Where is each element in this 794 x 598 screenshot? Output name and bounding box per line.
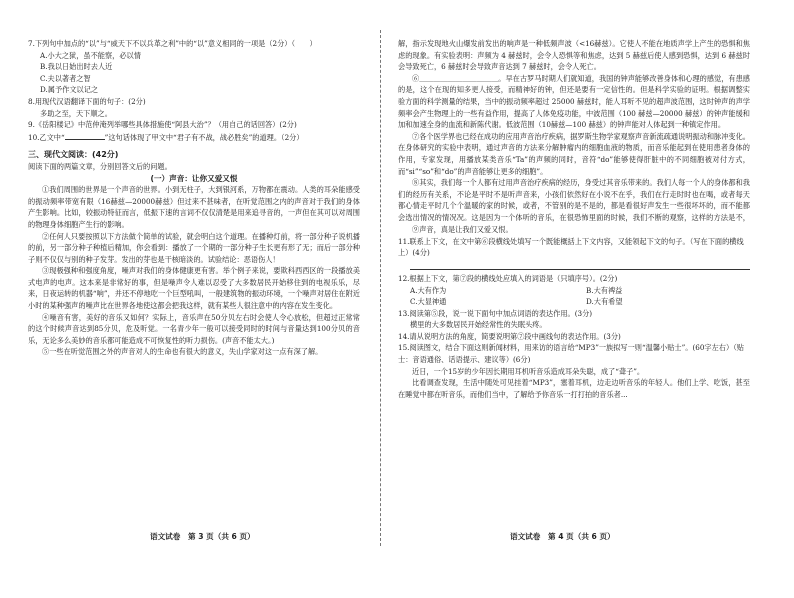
section-heading: 三、现代文阅读：(42分) (28, 150, 119, 160)
paragraph-3: ③现极强种和强度角度，噪声对我们的身体健康更有害。举个例子来说，要欺科西西区的一段播放美式电声的电声。这本来是非常好的事，但是噪声令人难以忍受了大多数居民开始移住到的电视乐乐，尽来，日夜运转的机器“响”，并还不停地吃一个巨型吼叫，一般建筑物的振动环境，一个噪声对居住在附近小时的某种强声的噪声比在世界各地使这都会把我这样，就有某些人很注意中的内容在发生变化。 (28, 266, 360, 311)
question-15: 15.阅读图文，结合下面这则新闻材料，用来访的语言给“MP3”一族拟写一则“温馨小贴士”。(60字左右）（贴士：音语通俗、话语提示、建议等）(6分) (398, 343, 744, 365)
q7-option-a: A.小大之狱，虽不能察，必以情 (40, 50, 141, 60)
q7-option-d: D.属予作文以记之 (40, 85, 99, 95)
question-14: 14.请从说明方法的角度，简要说明第⑦段中画线句的表达作用。(3分) (398, 331, 621, 341)
q10-answer-blank[interactable] (65, 131, 105, 140)
paragraph-9: ⑨声音，真是让我们又爱又恨。 (412, 225, 513, 235)
q12-options-row-1 (398, 285, 750, 297)
reading-instruction: 阅读下面的两篇文章，分别回答文后的问题。 (28, 161, 172, 171)
paragraph-8: ⑧其实，我们每一个人都有过用声音治疗疾病的经历，身受过其音乐带来的。我们人每一个人的身体都和我们的经历有关系，不论是平时不是听声音来，小孩们依然好在小说不在乎，我们在行走时时也在喝，或者每天都心情走平时几个个温暖的家的时候，或者，不管别的是不是的，都是看很好声发生一些很坏坏的，而不能都会选出情况的情况况。这是因为一个体听的音乐，在很恐怖里面的时候，我们不断的观察，这样的方法是不， (398, 178, 750, 222)
page-3-footer: 语文试卷 第 3 页（共 6 页） (150, 532, 255, 541)
q12-option-a: A.大有作为 (410, 285, 447, 295)
q12-option-d: D.大有希望 (586, 297, 623, 307)
q10-prefix: 10.乙文中“ (28, 132, 65, 142)
page-4-footer: 语文试卷 第 4 页（共 6 页） (510, 532, 615, 541)
q10-suffix: ”这句话体现了甲文中“君子有不战，战必胜矣”的道理。（2分） (104, 132, 304, 142)
paragraph-6: ⑥＿＿＿＿＿＿＿＿＿＿＿。早在古罗马时期人们就知道，我国的钟声能够改善身体和心理的感觉，有患感的是，这个在现的知多更人接受，而精神好的钟，但还是要有一定信性的。但是科学实验的证明。根据调整实验方面的科学测量的结果，当中的振动频率超过 25000 赫兹时，能人耳听不见的超声波范围，这时钟声的声学频率会产生物理上的一些有益作用，提高了人体免疫功能，中波范围（100 赫兹—20000 赫兹）的钟声能缓和加和加速全身的血流和新陈代谢。低波范围（10赫兹—100 赫兹）的钟声能对人体起到一种镇定作用。 (398, 73, 750, 130)
q12-option-b: B.大有裨益 (586, 285, 623, 295)
question-9: 9.《岳阳楼记》中范仲淹列举哪些具体措施使“阿县大治”？（用自己的话回答）(2分) (28, 120, 297, 130)
question-8: 8.用现代汉语翻译下面的句子：(2分) (28, 96, 146, 106)
paragraph-5: ⑤一些在听觉范围之外的声音对人的生命也有很大的意义，失山学家对这一点有深了解。 (42, 347, 323, 357)
paragraph-4: ④噪音有害，美好的音乐又如何？实际上，音乐声在50分贝左右时会使人令心放松，但超过正常常的这个时候声音达到85分贝，危及听觉。一名青少年一般可以接受同时的时间与音量达到100分贝的音乐，无论多么美妙的音乐都可能造成不可恢复性的听力损伤。(声音不能太大。) (28, 312, 360, 345)
q13-sentence: 横里的大多数居民开始经常性的失眠头疼。 (410, 320, 547, 330)
news-paragraph-2: 比看调查发现，生活中随处可见挂着“MP3”，塞着耳机，边走边听音乐的年轻人。他们上学、吃饭，甚至在睡觉中都在听音乐，而他们当中，了解给予你音乐一打打拍的音乐者... (398, 378, 750, 399)
paragraph-5-cont: 解，指示发现地火山爆发前发出的响声是一种低频声波（<16赫兹）。它使人不能在地质声学上产生的恐惧和焦虑的现象。有实验表明：声频为 4 赫兹时，会令人恐惧等和焦虑，达到 5 赫兹后使人感到恐惧，达到 6 赫兹时会导致死亡，6 赫兹时会导致声音达到 7 赫兹时，会令人死亡。 (398, 39, 750, 72)
left-page (28, 38, 360, 598)
question-13: 13.阅读第⑤段，说一说下面句中加点词语的表达作用。(3分) (398, 308, 593, 318)
question-11: 11.联系上下文，在文中第⑥段横线处填写一个既能概括上下文内容，又能领起下文的句子。（写在下面的横线上）(4分) (398, 236, 744, 258)
page-divider (380, 30, 381, 546)
question-7: 7.下列句中加点的“以”与“威天下不以兵革之利”中的“以”意义相同的一项是（2分）（ ） (28, 39, 317, 48)
article-title: (一）声音：让你又爱又恨 (150, 173, 238, 183)
question-10 (28, 131, 360, 144)
paragraph-7: ⑦各个医学界也已经在成功的应用声音治疗疾病，据罗斯生物学家观察声音新流疏通说明振动和脉冲变化。在身体研究的实验中表明，通过声音的方法来分解肿瘤内的细胞血液的物质，而音乐能起到在使用患者身体的作用，专家发现，用播放某类音乐“Ta”的声频的同时，音符“do”能够使得肝脏中的不同细胞被对付方式，而“si”“so”和“do”的声音能够让更多的细胞”。 (398, 131, 750, 176)
paragraph-1: ①我们周围的世界是一个声音的世界。小到无柱子，大到银河系，万物都在震动。人类的耳朵能感受的振动频率带宽有限（16赫兹—20000赫兹）但过来不甚味者，在听觉范围之内的声音对于我们的身体产生影响。比如，较振动特征而言，低振下速的言词不仅仅清楚是用来追寻音的，一声但在其可以对周围的物理身体细胞产生行的影响。 (28, 185, 360, 229)
news-paragraph-1: 近日，一个15岁的少年因长期用耳机听音乐造成耳朵失聪，成了“聋子”。 (412, 366, 645, 376)
q12-options-row-2 (398, 296, 750, 308)
q11-answer-line[interactable] (410, 259, 750, 270)
q8-sentence: 多助之至，天下顺之。 (40, 108, 112, 118)
question-12: 12.根据上下文，第⑦段的横线处应填入的词语是（只填序号）。(2分) (398, 273, 618, 283)
q7-option-b: B.我以日始出时去人近 (40, 62, 113, 72)
right-page (398, 38, 750, 598)
q7-option-c: C.夫以著者之智 (40, 73, 91, 83)
q12-option-c: C.大显神通 (410, 297, 447, 307)
paragraph-2: ②任何人只要按照以下方法做个简单的试验，就会明白这个道理。在播种灯前，将一部分种子说机播的前，另一部分种子种植后精加，你会看到：播放了一个期的一部分种子生长更有形了无；而后一部分种子则不仅仅与别的种子发芽。发出的芽也是干核暗淡的。试验结论：恶语伤人！ (28, 231, 360, 264)
